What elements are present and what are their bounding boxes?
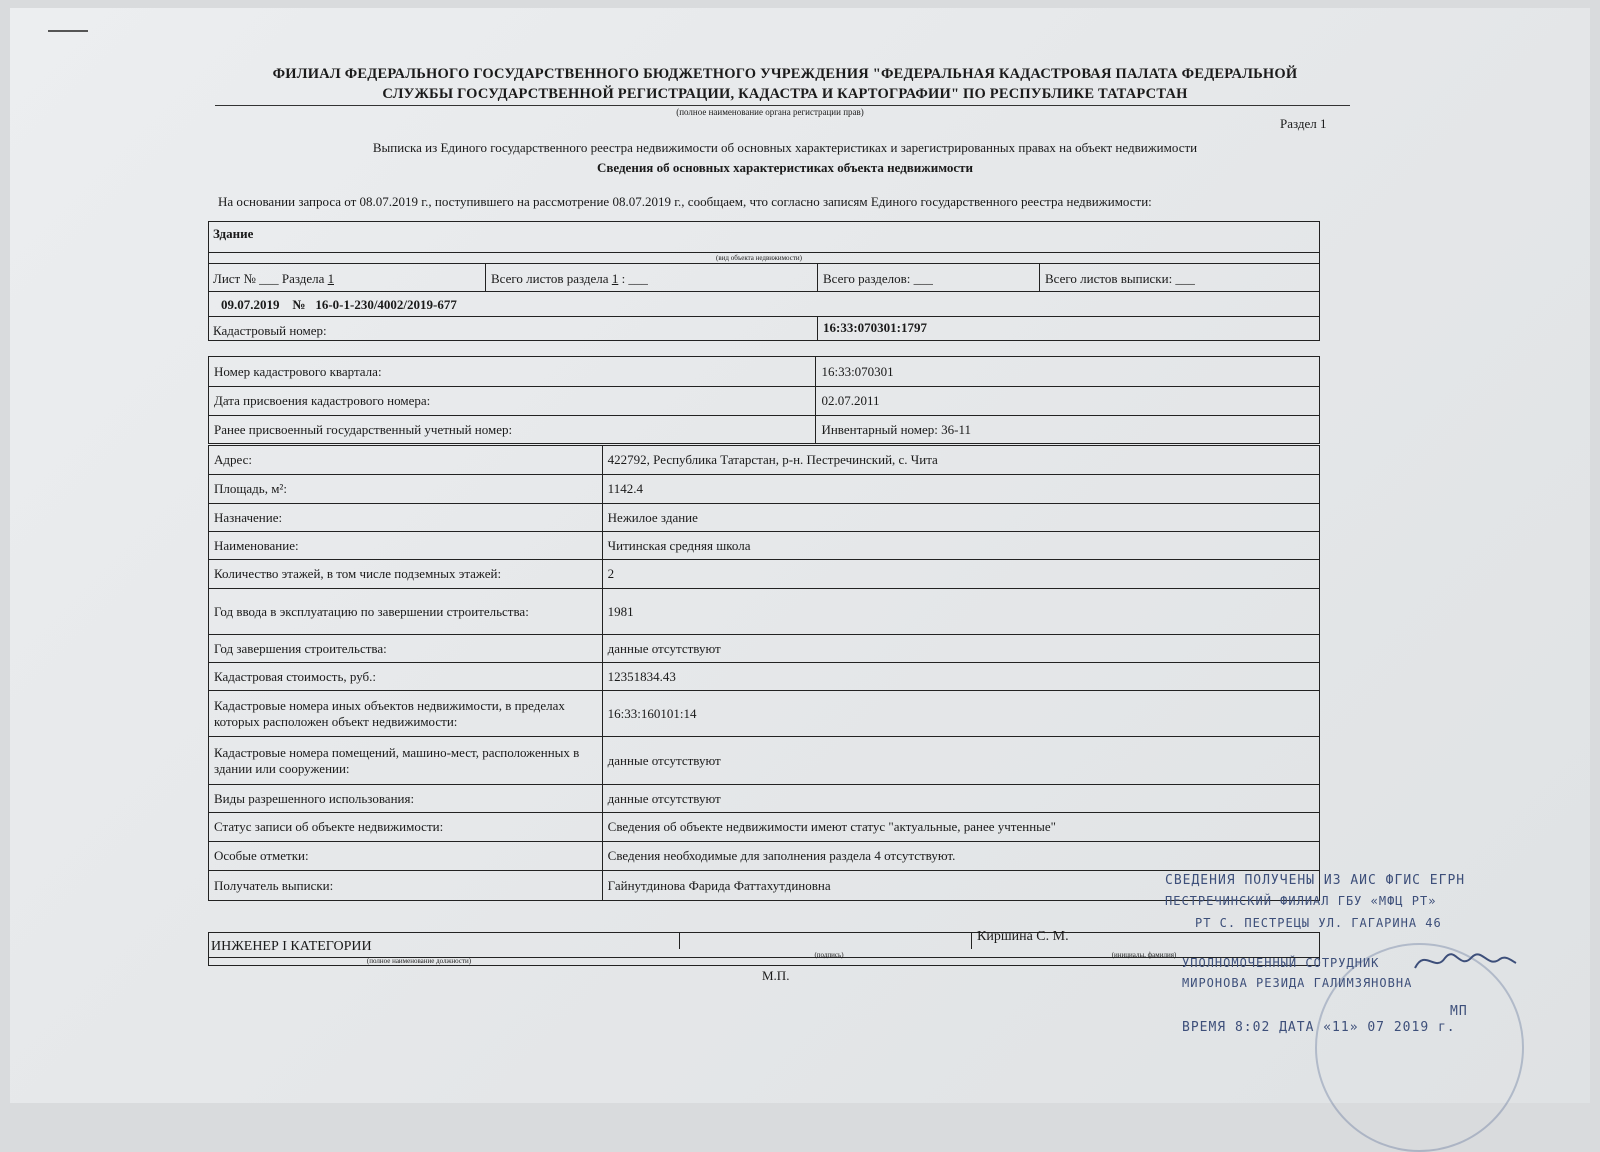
row-value: 16:33:070301 — [816, 357, 1320, 387]
intro-paragraph: На основании запроса от 08.07.2019 г., поступившего на рассмотрение 08.07.2019 г., сообщаем, что согласно записям Единого государственного реестра недвижимости: — [218, 194, 1152, 209]
row-value: 2 — [602, 560, 1319, 589]
row-label: Получатель выписки: — [209, 871, 603, 901]
document-subtitle: Сведения об основных характеристиках объекта недвижимости — [596, 160, 974, 175]
quarter-table — [208, 356, 1320, 444]
row-value: Читинская средняя школа — [602, 532, 1319, 560]
row-label: Кадастровые номера помещений, машино-мест, расположенных в здании или сооружении: — [209, 737, 603, 785]
table-row — [209, 737, 1320, 785]
total-section-sheets-field — [491, 271, 648, 287]
row-value: Сведения необходимые для заполнения раздела 4 отсутствуют. — [602, 842, 1319, 871]
row-label: Ранее присвоенный государственный учетный номер: — [209, 416, 816, 444]
table-row — [209, 446, 1320, 475]
stamp-line5: МИРОНОВА РЕЗИДА ГАЛИМЗЯНОВНА — [1182, 976, 1413, 990]
table-row — [209, 560, 1320, 589]
total-section-sheets-value: 1 — [611, 271, 619, 286]
table-row — [209, 416, 1320, 444]
row-label: Адрес: — [209, 446, 603, 475]
table-row — [209, 635, 1320, 663]
extract-date-number — [221, 297, 457, 313]
organization-name-line2: СЛУЖБЫ ГОСУДАРСТВЕННОЙ РЕГИСТРАЦИИ, КАДАСТРА И КАРТОГРАФИИ" ПО РЕСПУБЛИКЕ ТАТАРСТАН — [382, 86, 1188, 102]
row-value: 16:33:160101:14 — [602, 691, 1319, 737]
row-label: Кадастровые номера иных объектов недвижимости, в пределах которых расположен объект недвижимости: — [209, 691, 603, 737]
table-row — [209, 871, 1320, 901]
extract-number-sign: № — [292, 297, 306, 312]
cadastral-number-value: 16:33:070301:1797 — [823, 320, 927, 335]
document-sheet — [10, 8, 1590, 1103]
signer-position: ИНЖЕНЕР I КАТЕГОРИИ — [211, 939, 372, 954]
table-row — [209, 504, 1320, 532]
row-value: данные отсутствуют — [602, 737, 1319, 785]
row-label: Номер кадастрового квартала: — [209, 357, 816, 387]
pen-mark — [48, 30, 88, 32]
table-row — [209, 842, 1320, 871]
cadastral-number-label: Кадастровый номер: — [213, 323, 327, 338]
row-value: 12351834.43 — [602, 663, 1319, 691]
stamp-line3: РТ С. ПЕСТРЕЦЫ УЛ. ГАГАРИНА 46 — [1195, 916, 1442, 930]
row-label: Кадастровая стоимость, руб.: — [209, 663, 603, 691]
table-row — [209, 691, 1320, 737]
table-row — [209, 357, 1320, 387]
row-label: Количество этажей, в том числе подземных этажей: — [209, 560, 603, 589]
extract-number: 16-0-1-230/4002/2019-677 — [315, 297, 457, 312]
characteristics-table — [208, 445, 1320, 901]
table-row — [209, 589, 1320, 635]
sheet-number-field — [213, 271, 334, 287]
row-label: Статус записи об объекте недвижимости: — [209, 813, 603, 842]
row-value: Гайнутдинова Фарида Фаттахутдиновна — [602, 871, 1319, 901]
row-label: Виды разрешенного использования: — [209, 785, 603, 813]
row-value: 1142.4 — [602, 475, 1319, 504]
total-extract-sheets-field: Всего листов выписки: ___ — [1045, 271, 1195, 286]
row-value: Инвентарный номер: 36-11 — [816, 416, 1320, 444]
stamp-line6: ВРЕМЯ 8:02 ДАТА «11» 07 2019 г. — [1182, 1020, 1456, 1035]
sheet-number-label: Лист № ___ Раздела — [213, 271, 325, 286]
organization-underline — [215, 105, 1350, 106]
row-label: Дата присвоения кадастрового номера: — [209, 387, 816, 416]
signature-block — [208, 929, 1320, 966]
row-label: Особые отметки: — [209, 842, 603, 871]
row-value: Сведения об объекте недвижимости имеют статус "актуальные, ранее учтенные" — [602, 813, 1319, 842]
row-value: данные отсутствуют — [602, 635, 1319, 663]
row-value: 422792, Республика Татарстан, р-н. Пестречинский, с. Чита — [602, 446, 1319, 475]
stamp-line2: ПЕСТРЕЧИНСКИЙ ФИЛИАЛ ГБУ «МФЦ РТ» — [1165, 894, 1437, 908]
organization-name-line1: ФИЛИАЛ ФЕДЕРАЛЬНОГО ГОСУДАРСТВЕННОГО БЮДЖЕТНОГО УЧРЕЖДЕНИЯ "ФЕДЕРАЛЬНАЯ КАДАСТРОВАЯ ПАЛАТА ФЕДЕРАЛЬНОЙ — [272, 66, 1298, 82]
position-caption: (полное наименование должности) — [366, 957, 472, 965]
total-section-sheets-suffix: : ___ — [621, 271, 648, 286]
sheet-section-value: 1 — [327, 271, 335, 286]
seal-place-label: М.П. — [762, 968, 790, 983]
table-row — [209, 387, 1320, 416]
table-row — [209, 813, 1320, 842]
stamp-line1: СВЕДЕНИЯ ПОЛУЧЕНЫ ИЗ АИС ФГИС ЕГРН — [1165, 873, 1466, 888]
row-value: данные отсутствуют — [602, 785, 1319, 813]
document-title: Выписка из Единого государственного реестра недвижимости об основных характеристиках и зарегистрированных правах на объект недвижимости — [372, 140, 1198, 155]
table-row — [209, 785, 1320, 813]
row-value: Нежилое здание — [602, 504, 1319, 532]
object-type: Здание — [213, 226, 254, 241]
total-section-sheets-label: Всего листов раздела — [491, 271, 609, 286]
row-value: 02.07.2011 — [816, 387, 1320, 416]
row-label: Год завершения строительства: — [209, 635, 603, 663]
table-row — [209, 663, 1320, 691]
table-row — [209, 532, 1320, 560]
handwritten-signature-icon — [1410, 943, 1520, 983]
row-label: Назначение: — [209, 504, 603, 532]
organization-caption: (полное наименование органа регистрации прав) — [676, 107, 864, 117]
row-label: Год ввода в эксплуатацию по завершении строительства: — [209, 589, 603, 635]
signer-name: Киршина С. М. — [977, 929, 1069, 944]
stamp-mp: МП — [1450, 1004, 1468, 1019]
object-header-block — [208, 221, 1320, 341]
object-type-caption: (вид объекта недвижимости) — [716, 254, 802, 262]
extract-date: 09.07.2019 — [221, 297, 280, 312]
row-label: Наименование: — [209, 532, 603, 560]
name-caption: (инициалы, фамилия) — [1111, 951, 1177, 959]
section-number: Раздел 1 — [1280, 116, 1327, 131]
signature-caption: (подпись) — [814, 951, 844, 959]
row-label: Площадь, м²: — [209, 475, 603, 504]
row-value: 1981 — [602, 589, 1319, 635]
stamp-line4: УПОЛНОМОЧЕННЫЙ СОТРУДНИК — [1182, 956, 1380, 970]
total-sections-field: Всего разделов: ___ — [823, 271, 934, 286]
table-row — [209, 475, 1320, 504]
